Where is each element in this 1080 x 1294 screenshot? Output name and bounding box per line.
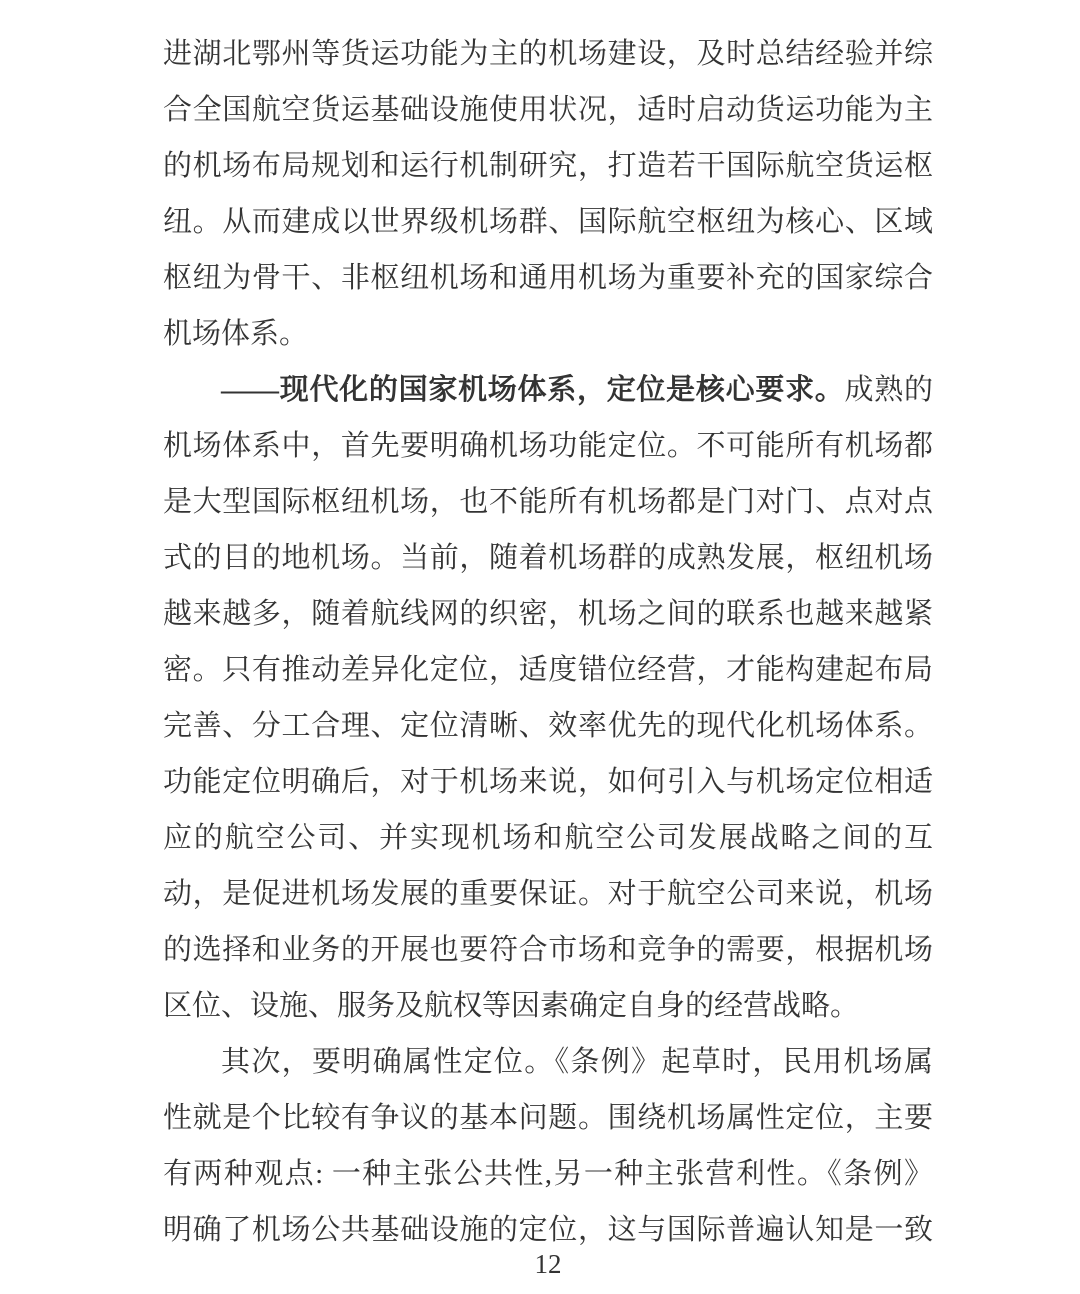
- text-line: 完善、分工合理、定位清晰、效率优先的现代化机场体系。: [163, 710, 933, 742]
- text-line: 有两种观点: 一种主张公共性,另一种主张营利性。《条例》: [163, 1158, 933, 1190]
- text-line: 进湖北鄂州等货运功能为主的机场建设，及时总结经验并综: [163, 38, 933, 70]
- text-line: 性就是个比较有争议的基本问题。围绕机场属性定位，主要: [163, 1102, 933, 1134]
- text-line: 越来越多，随着航线网的织密，机场之间的联系也越来越紧: [163, 598, 933, 630]
- text-line: 机场体系。: [163, 318, 309, 350]
- text-line: 其次，要明确属性定位。《条例》起草时，民用机场属: [221, 1046, 933, 1078]
- text-line: 区位、设施、服务及航权等因素确定自身的经营战略。: [163, 990, 860, 1022]
- emphasis-text: ——现代化的国家机场体系，定位是核心要求。: [221, 374, 845, 406]
- text-line: 动，是促进机场发展的重要保证。对于航空公司来说，机场: [163, 878, 933, 910]
- text-line: ——现代化的国家机场体系，定位是核心要求。成熟的: [221, 374, 933, 406]
- document-body: [163, 26, 933, 1258]
- text-line: 的选择和业务的开展也要符合市场和竞争的需要，根据机场: [163, 934, 933, 966]
- page-number: 12: [534, 1249, 562, 1279]
- text-line: 的机场布局规划和运行机制研究，打造若干国际航空货运枢: [163, 150, 933, 182]
- text-line: 枢纽为骨干、非枢纽机场和通用机场为重要补充的国家综合: [163, 262, 933, 294]
- text-line: 纽。从而建成以世界级机场群、国际航空枢纽为核心、区域: [163, 206, 933, 238]
- text-line: 是大型国际枢纽机场，也不能所有机场都是门对门、点对点: [163, 486, 933, 518]
- text-line: 明确了机场公共基础设施的定位，这与国际普遍认知是一致: [163, 1214, 933, 1246]
- text-line: 应的航空公司、并实现机场和航空公司发展战略之间的互: [163, 822, 933, 854]
- text-line: 合全国航空货运基础设施使用状况，适时启动货运功能为主: [163, 94, 933, 126]
- text-line: 机场体系中，首先要明确机场功能定位。不可能所有机场都: [163, 430, 933, 462]
- text-line: 功能定位明确后，对于机场来说，如何引入与机场定位相适: [163, 766, 933, 798]
- text-line: 密。只有推动差异化定位，适度错位经营，才能构建起布局: [163, 654, 933, 686]
- text-line: 式的目的地机场。当前，随着机场群的成熟发展，枢纽机场: [163, 542, 933, 574]
